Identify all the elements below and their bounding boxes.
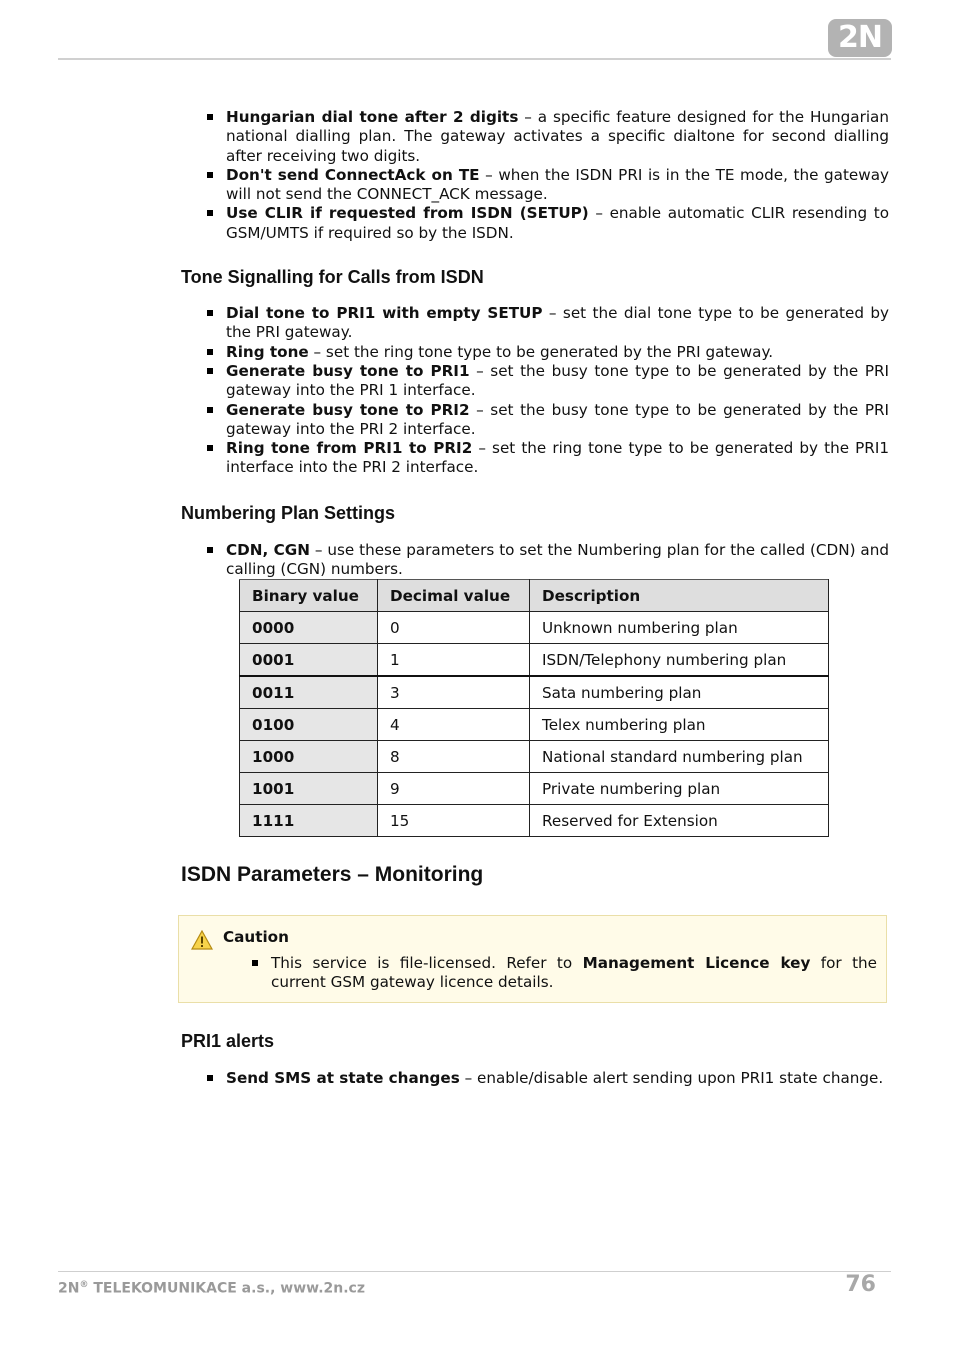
table-row (240, 741, 829, 773)
list-item (226, 204, 889, 243)
caution-text: for the current GSM gateway licence details. (271, 954, 877, 992)
item-term: Ring tone from PRI1 to PRI2 (226, 439, 473, 458)
list-item (226, 401, 889, 440)
monitoring-heading: ISDN Parameters – Monitoring (181, 863, 484, 887)
caution-box (178, 915, 887, 1003)
description-cell: ISDN/Telephony numbering plan (530, 644, 829, 677)
header-divider (58, 58, 891, 60)
column-header: Description (530, 580, 829, 612)
numbering-plan-heading: Numbering Plan Settings (181, 502, 396, 523)
item-term: Generate busy tone to PRI1 (226, 361, 470, 380)
item-description: – set the busy tone type to be generated by the PRI gateway into the PRI 2 interface. (226, 400, 890, 438)
decimal-cell: 1 (378, 644, 530, 677)
company-logo: 2N (828, 19, 892, 57)
list-item (226, 541, 889, 580)
description-cell: National standard numbering plan (530, 741, 829, 773)
description-cell: Telex numbering plan (530, 709, 829, 741)
item-term: Don't send ConnectAck on TE (226, 165, 480, 184)
numbering-plan-list (181, 541, 889, 580)
list-item (226, 343, 889, 362)
item-description: – use these parameters to set the Numbering plan for the called (CDN) and calling (CGN) numbers. (226, 540, 889, 579)
numbering-plan-table (239, 579, 829, 837)
column-header: Binary value (240, 580, 378, 612)
description-cell: Reserved for Extension (530, 805, 829, 837)
list-item (226, 166, 889, 205)
footer-divider (58, 1271, 891, 1272)
column-header: Decimal value (378, 580, 530, 612)
list-item (226, 439, 889, 478)
description-cell: Unknown numbering plan (530, 612, 829, 644)
list-item (226, 304, 889, 343)
table-row (240, 773, 829, 805)
footer-company (58, 1280, 365, 1297)
table-row (240, 805, 829, 837)
item-description: – set the busy tone type to be generated by the PRI gateway into the PRI 1 interface. (226, 361, 890, 400)
item-description: – when the ISDN PRI is in the TE mode, the gateway will not send the CONNECT_ACK message. (226, 165, 889, 204)
binary-cell: 0000 (240, 612, 378, 644)
list-item (226, 108, 889, 166)
item-description: – set the dial tone type to be generated by the PRI gateway. (226, 304, 890, 342)
caution-title: Caution (223, 928, 289, 946)
tone-signalling-heading: Tone Signalling for Calls from ISDN (181, 267, 484, 288)
table-row (240, 709, 829, 741)
item-description: – a specific feature designed for the Hungarian national dialling plan. The gateway activates a specific dialtone for second dialling after receiving two digits. (226, 108, 889, 165)
tone-signalling-list (181, 304, 889, 478)
pri1-alerts-list (181, 1069, 889, 1088)
item-term: Ring tone (226, 342, 309, 361)
table-row (240, 612, 829, 644)
pri1-alerts-section (181, 1031, 889, 1088)
footer-brand: 2N (58, 1280, 80, 1297)
item-term: Hungarian dial tone after 2 digits (226, 108, 519, 126)
decimal-cell: 3 (378, 676, 530, 709)
item-term: CDN, CGN (226, 540, 310, 559)
caution-reference: Management Licence key (582, 954, 811, 972)
item-description: – set the ring tone type to be generated by the PRI gateway. (308, 342, 774, 361)
binary-cell: 0001 (240, 644, 378, 677)
item-description: – enable/disable alert sending upon PRI1 state change. (459, 1069, 884, 1087)
item-description: – set the ring tone type to be generated by the PRI1 interface into the PRI 2 interface. (226, 439, 889, 477)
decimal-cell: 0 (378, 612, 530, 644)
binary-cell: 0100 (240, 709, 378, 741)
table-row (240, 676, 829, 709)
registered-mark: ® (79, 1280, 89, 1290)
description-cell: Private numbering plan (530, 773, 829, 805)
item-term: Dial tone to PRI1 with empty SETUP (226, 304, 543, 323)
item-term: Send SMS at state changes (226, 1069, 460, 1087)
description-cell: Sata numbering plan (530, 676, 829, 709)
table-row (240, 644, 829, 677)
list-item (271, 954, 877, 993)
caution-text: This service is file-licensed. Refer to (271, 954, 583, 972)
list-item (226, 1069, 889, 1088)
table-header-row (240, 580, 829, 612)
binary-cell: 1111 (240, 805, 378, 837)
decimal-cell: 9 (378, 773, 530, 805)
decimal-cell: 8 (378, 741, 530, 773)
binary-cell: 1001 (240, 773, 378, 805)
item-term: Generate busy tone to PRI2 (226, 400, 470, 419)
top-bullet-list (181, 108, 889, 243)
pri1-alerts-heading: PRI1 alerts (181, 1031, 275, 1051)
item-term: Use CLIR if requested from ISDN (SETUP) (226, 204, 589, 223)
decimal-cell: 15 (378, 805, 530, 837)
page-number: 76 (845, 1272, 876, 1297)
item-description: – enable automatic CLIR resending to GSM/UMTS if required so by the ISDN. (226, 204, 889, 242)
page-content (181, 108, 889, 887)
decimal-cell: 4 (378, 709, 530, 741)
binary-cell: 1000 (240, 741, 378, 773)
binary-cell: 0011 (240, 676, 378, 709)
list-item (226, 362, 889, 401)
caution-list (226, 954, 877, 993)
warning-icon (191, 930, 213, 950)
footer-company-text: TELEKOMUNIKACE a.s., www.2n.cz (88, 1280, 365, 1297)
